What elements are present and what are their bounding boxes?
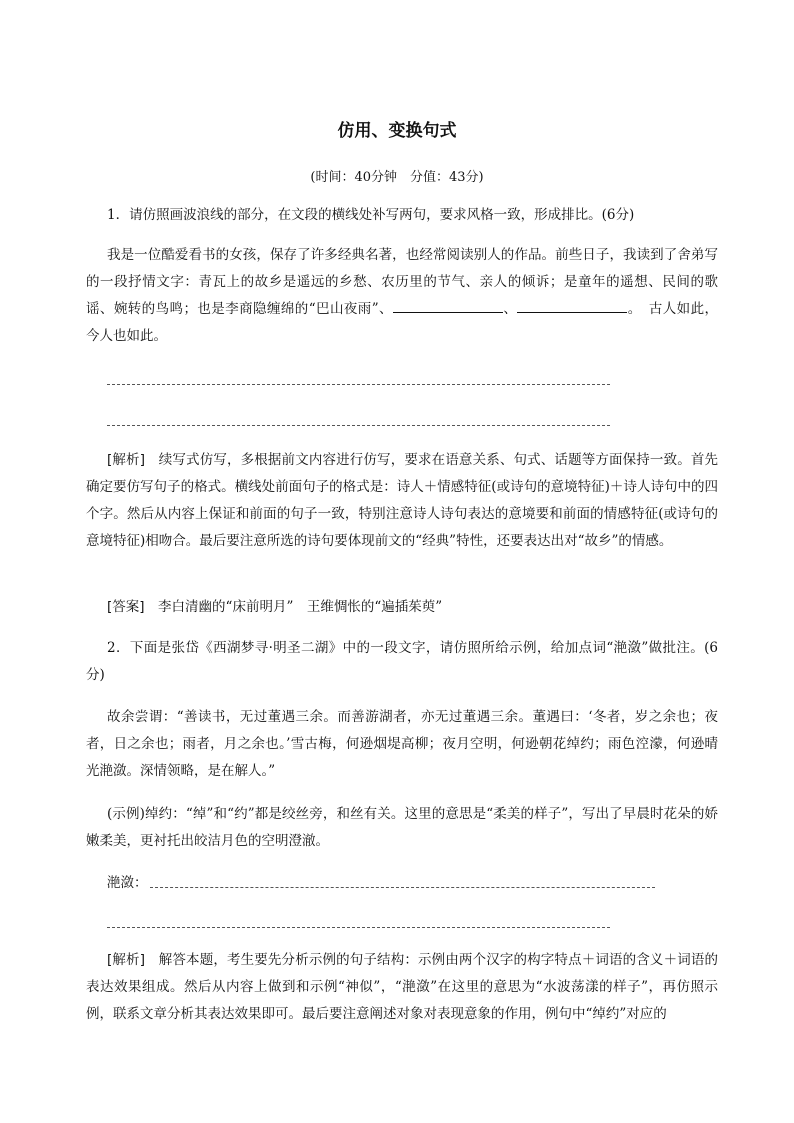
answer-blank-1[interactable] [393,298,503,313]
answer-line-1[interactable] [107,384,610,385]
passage-text: 我是一位酷爱看书的女孩，保存了许多经典名著，也经常阅读别人的作品。前些日子，我读到了舍弟写的一段抒情文字：青瓦上的故乡是遥远的乡愁、农历里的节气、亲人的倾诉；是童年的遥想、民间的歌谣、婉转的鸟鸣；也是李商隐缠绵的“巴山夜雨”、 [86,247,718,317]
question-2-example: (示例)绰约：“绰”和“约”都是绞丝旁，和丝有关。这里的意思是“柔美的样子”，写出了早晨时花朵的娇嫩柔美，更衬托出皎洁月色的空明澄澈。 [86,806,718,849]
passage-separator: 、 [502,301,518,317]
page-subtitle: (时间：40分钟 分值：43分) [310,170,484,185]
answer-line-3[interactable] [150,887,655,888]
passage-ending: 。 古人如此，今人也如此。 [86,301,719,344]
question-1-analysis [86,447,718,555]
analysis-label-2: [解析] [107,952,145,968]
question-2-passage: 故余尝谓：“善读书，无过董遇三余。而善游湖者，亦无过董遇三余。董遇曰：‘冬者，岁之余也；夜者，日之余也；雨者，月之余也。’雪古梅，何逊烟堤高柳；夜月空明，何逊朝花绰约；雨色涳濛，何逊晴光滟潋。深情领略，是在解人。” [86,709,718,779]
question-1: 1．请仿照画波浪线的部分，在文段的横线处补写两句，要求风格一致，形成排比。(6分) [107,207,635,223]
answer-blank-2[interactable] [517,298,627,313]
question-2: 2．下面是张岱《西湖梦寻·明圣二湖》中的一段文字，请仿照所给示例，给加点词“滟潋”做批注。(6分) [86,640,718,683]
question-2-analysis [86,947,718,1028]
answer-label: [答案] [107,599,145,615]
answer-text: 李白清幽的“床前明月” 王维惆怅的“遍插茱萸” [158,599,443,615]
question-1-passage [86,242,718,350]
answer-line-4[interactable] [107,927,610,928]
question-1-answer [86,594,718,621]
analysis-text-2: 解答本题，考生要先分析示例的句子结构：示例由两个汉字的构字特点＋词语的含义＋词语的表达效果组成。然后从内容上做到和示例“神似”，“滟潋”在这里的意思为“水波荡漾的样子”，再仿照示例，联系文章分析其表达效果即可。最后要注意阐述对象对表现意象的作用，例句中“绰约”对应的 [86,952,719,1022]
fill-label: 滟潋： [107,875,148,891]
analysis-text: 续写式仿写，多根据前文内容进行仿写，要求在语意关系、句式、话题等方面保持一致。首先确定要仿写句子的格式。横线处前面句子的格式是：诗人＋情感特征(或诗句的意境特征)＋诗人诗句中的四个字。然后从内容上保证和前面的句子一致，特别注意诗人诗句表达的意境要和前面的情感特征(或诗句的意境特征)相吻合。最后要注意所选的诗句要体现前文的“经典”特性，还要表达出对“故乡”的情感。 [86,452,719,549]
answer-line-2[interactable] [107,425,610,426]
page-title: 仿用、变换句式 [337,121,457,141]
analysis-label: [解析] [107,452,145,468]
